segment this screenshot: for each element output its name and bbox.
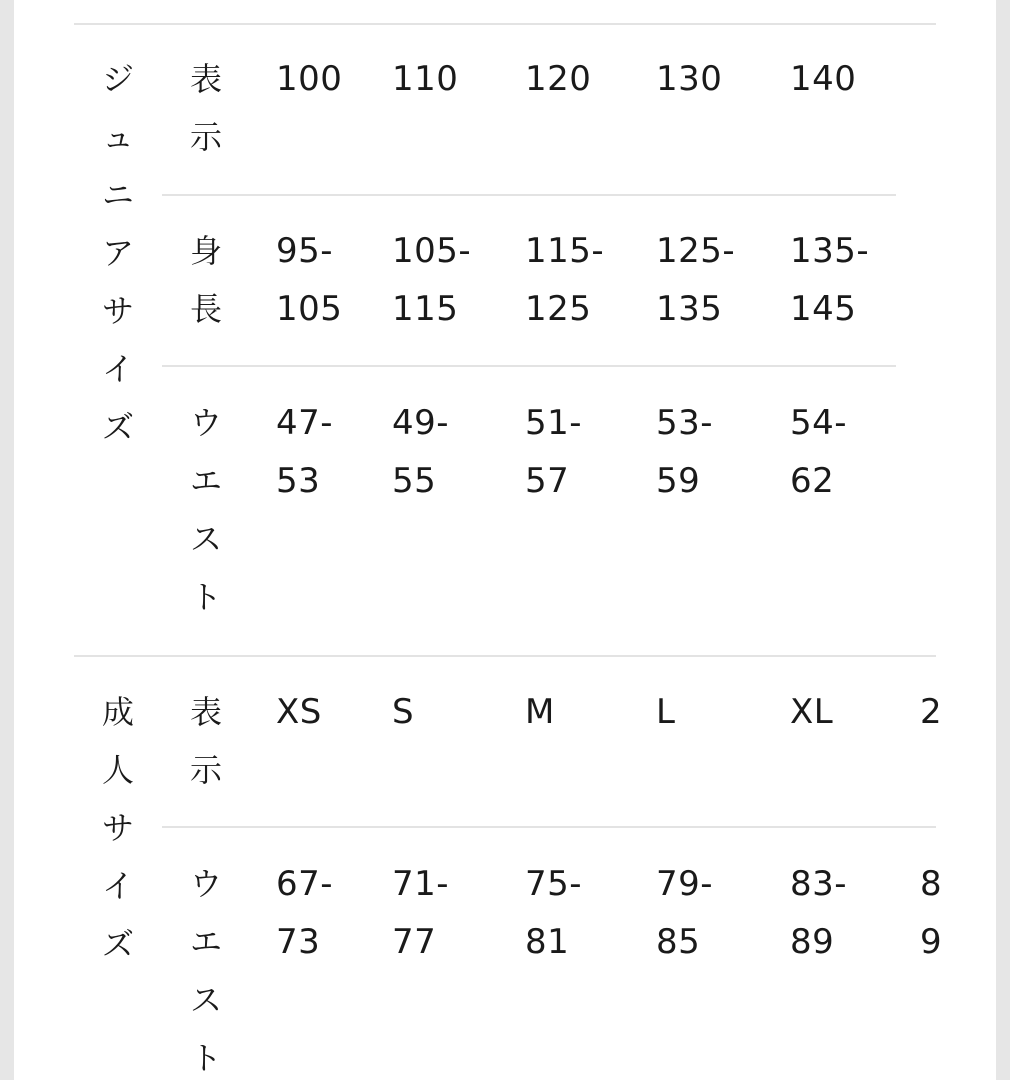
junior-row-divider-1 <box>162 194 896 196</box>
junior-display-cell-5: 140 <box>790 59 857 99</box>
junior-group-label: ジュニアサイズ <box>101 60 134 446</box>
junior-height-cell-1: 95- 105 <box>276 231 343 329</box>
junior-height-cell-5: 135- 145 <box>790 231 870 329</box>
junior-display-cell-3: 120 <box>525 59 592 99</box>
junior-waist-cell-2: 49- 55 <box>392 403 450 501</box>
adult-waist-cell-2: 71- 77 <box>392 864 450 962</box>
adult-display-cell-5: XL <box>790 692 834 732</box>
adult-display-cell-1: XS <box>276 692 322 732</box>
junior-waist-cell-4: 53- 59 <box>656 403 714 501</box>
left-frame <box>0 0 14 1080</box>
adult-waist-cell-4: 79- 85 <box>656 864 714 962</box>
right-frame <box>996 0 1010 1080</box>
adult-display-cell-3: M <box>525 692 555 732</box>
adult-waist-cell-6: 8 9 <box>920 864 943 962</box>
junior-waist-cell-1: 47- 53 <box>276 403 334 501</box>
adult-waist-cell-1: 67- 73 <box>276 864 334 962</box>
adult-row-label-waist: ウエスト <box>189 865 222 1077</box>
junior-row-label-height: 身長 <box>189 232 222 328</box>
junior-waist-cell-3: 51- 57 <box>525 403 583 501</box>
junior-row-divider-2 <box>162 365 896 367</box>
junior-height-cell-2: 105- 115 <box>392 231 472 329</box>
junior-display-cell-4: 130 <box>656 59 723 99</box>
junior-height-cell-4: 125- 135 <box>656 231 736 329</box>
junior-waist-cell-5: 54- 62 <box>790 403 848 501</box>
junior-display-cell-2: 110 <box>392 59 459 99</box>
junior-row-label-display: 表示 <box>189 60 222 156</box>
group-divider <box>74 655 936 657</box>
junior-display-cell-1: 100 <box>276 59 343 99</box>
adult-waist-cell-5: 83- 89 <box>790 864 848 962</box>
adult-row-divider-1 <box>162 826 936 828</box>
junior-height-cell-3: 115- 125 <box>525 231 605 329</box>
adult-display-cell-4: L <box>656 692 676 732</box>
adult-display-cell-2: S <box>392 692 415 732</box>
size-table[interactable] <box>14 0 943 1080</box>
adult-waist-cell-3: 75- 81 <box>525 864 583 962</box>
adult-display-cell-6: 2 <box>920 692 943 732</box>
junior-row-label-waist: ウエスト <box>189 404 222 616</box>
table-top-rule <box>74 23 936 25</box>
adult-row-label-display: 表示 <box>189 693 222 789</box>
adult-group-label: 成人サイズ <box>101 693 134 963</box>
